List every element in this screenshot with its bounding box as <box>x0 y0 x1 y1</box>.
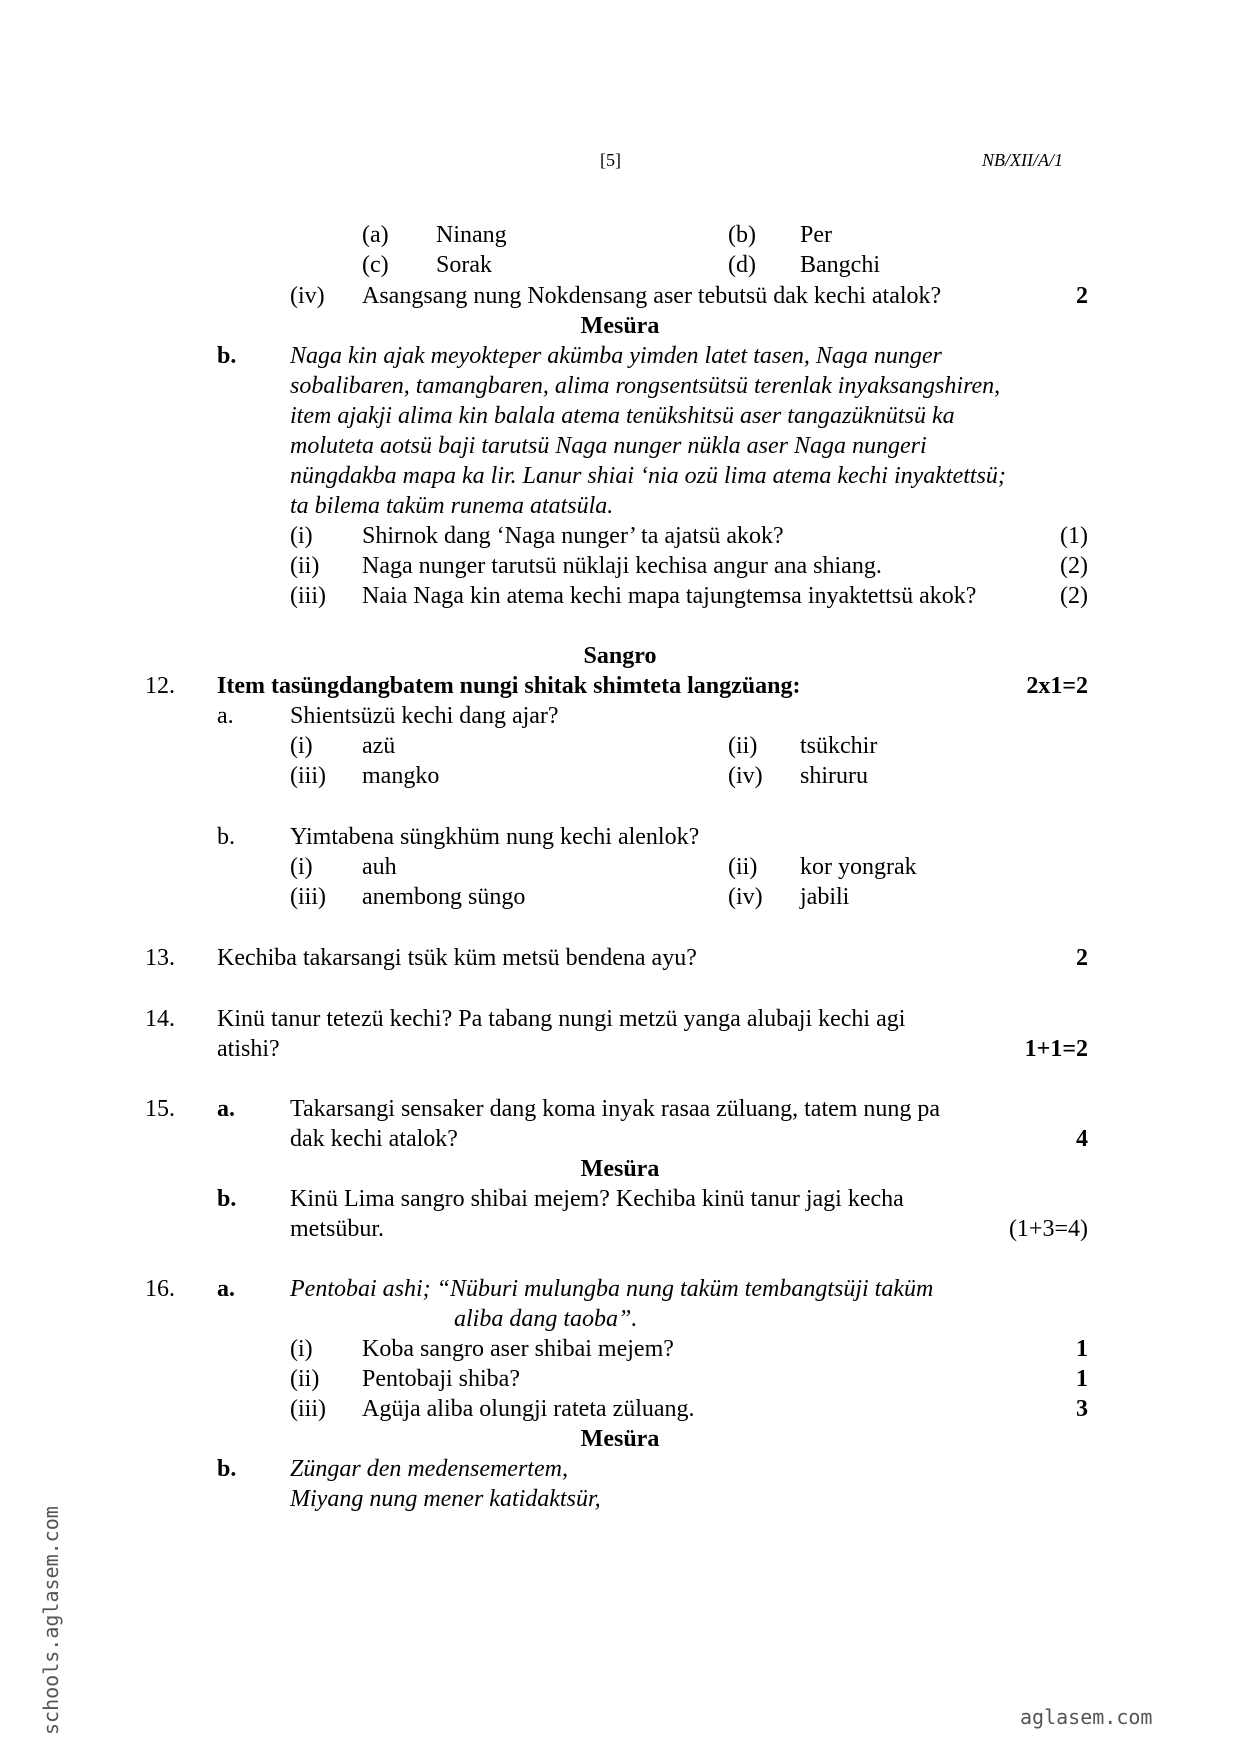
quote-line: aliba dang taoba”. <box>454 1306 638 1332</box>
question-label: a. <box>217 703 234 729</box>
subquestion-number: (ii) <box>290 553 320 579</box>
question-text: atishi? <box>217 1036 280 1062</box>
subquestion-number: (iii) <box>290 583 326 609</box>
option-marker: (d) <box>728 252 756 278</box>
option-text: Sorak <box>436 252 492 278</box>
option-marker: (b) <box>728 222 756 248</box>
question-number: 12. <box>145 673 175 699</box>
paper-code: NB/XII/A/1 <box>982 150 1063 170</box>
option-marker: (i) <box>290 733 313 759</box>
question-text: metsübur. <box>290 1216 384 1242</box>
passage-line: moluteta aotsü baji tarutsü Naga nunger nükla aser Naga nungeri <box>290 433 927 459</box>
poem-line: Züngar den medensemertem, <box>290 1456 568 1482</box>
option-text: Bangchi <box>800 252 880 278</box>
subquestion-number: (i) <box>290 1336 313 1362</box>
passage-line: ta bilema taküm runema atatsüla. <box>290 493 614 519</box>
question-text: Kechiba takarsangi tsük küm metsü bendena ayu? <box>217 945 697 971</box>
or-heading: Mesüra <box>580 1156 660 1182</box>
or-heading: Mesüra <box>580 313 660 339</box>
option-marker: (ii) <box>728 854 758 880</box>
option-marker: (iii) <box>290 884 326 910</box>
question-text: Shientsüzü kechi dang ajar? <box>290 703 559 729</box>
passage-line: nüngdakba mapa ka lir. Lanur shiai ‘nia ozü lima atema kechi inyaktettsü; <box>290 463 1006 489</box>
section-heading: Sangro <box>583 643 657 669</box>
subquestion-text: Agüja aliba olungji rateta züluang. <box>362 1396 695 1422</box>
question-label: b. <box>217 1456 237 1482</box>
question-number: 14. <box>145 1006 175 1032</box>
option-text: azü <box>362 733 396 759</box>
marks: 1 <box>1076 1366 1088 1392</box>
marks: 2 <box>1076 283 1088 309</box>
marks: 1+1=2 <box>1024 1036 1088 1062</box>
marks: 3 <box>1076 1396 1088 1422</box>
question-number: 15. <box>145 1096 175 1122</box>
marks: 2 <box>1076 945 1088 971</box>
passage-line: Naga kin ajak meyokteper akümba yimden latet tasen, Naga nunger <box>290 343 942 369</box>
option-marker: (iv) <box>728 884 763 910</box>
subquestion-number: (ii) <box>290 1366 320 1392</box>
marks: (1+3=4) <box>1008 1216 1088 1242</box>
or-heading: Mesüra <box>580 1426 660 1452</box>
passage-line: sobalibaren, tamangbaren, alima rongsentsütsü terenlak inyaksangshiren, <box>290 373 1001 399</box>
option-marker: (ii) <box>728 733 758 759</box>
option-text: mangko <box>362 763 440 789</box>
question-label: b. <box>217 1186 237 1212</box>
subquestion-number: (iii) <box>290 1396 326 1422</box>
subquestion-text: Naia Naga kin atema kechi mapa tajungtemsa inyaktettsü akok? <box>362 583 977 609</box>
question-label: a. <box>217 1096 235 1122</box>
option-text: Per <box>800 222 832 248</box>
option-marker: (i) <box>290 854 313 880</box>
question-label: a. <box>217 1276 235 1302</box>
question-text: Takarsangi sensaker dang koma inyak rasaa züluang, tatem nung pa <box>290 1096 941 1122</box>
question-number: 13. <box>145 945 175 971</box>
option-text: kor yongrak <box>800 854 917 880</box>
option-text: auh <box>362 854 397 880</box>
marks: (1) <box>1060 523 1088 549</box>
side-watermark: schools.aglasem.com <box>39 1506 63 1735</box>
question-text: Kinü Lima sangro shibai mejem? Kechiba kinü tanur jagi kecha <box>290 1186 904 1212</box>
subquestion-number: (i) <box>290 523 313 549</box>
option-text: tsükchir <box>800 733 878 759</box>
option-text: jabili <box>800 884 850 910</box>
question-label: b. <box>217 824 235 850</box>
question-label: b. <box>217 343 237 369</box>
question-text: Kinü tanur tetezü kechi? Pa tabang nungi metzü yanga alubaji kechi agi <box>217 1006 906 1032</box>
option-text: anembong süngo <box>362 884 526 910</box>
quote-line: Pentobai ashi; “Nüburi mulungba nung taküm tembangtsüji taküm <box>290 1276 934 1302</box>
poem-line: Miyang nung mener katidaktsür, <box>290 1486 601 1512</box>
marks: 2x1=2 <box>1026 673 1088 699</box>
subquestion-text: Naga nunger tarutsü nüklaji kechisa angur ana shiang. <box>362 553 882 579</box>
question-text: Item tasüngdangbatem nungi shitak shimteta langzüang: <box>217 673 801 699</box>
bottom-watermark: aglasem.com <box>1020 1705 1153 1729</box>
passage-line: item ajakji alima kin balala atema tenükshitsü aser tangazüknütsü ka <box>290 403 955 429</box>
question-number: 16. <box>145 1276 175 1302</box>
subquestion-number: (iv) <box>290 283 325 309</box>
subquestion-text: Koba sangro aser shibai mejem? <box>362 1336 674 1362</box>
option-marker: (iii) <box>290 763 326 789</box>
subquestion-text: Asangsang nung Nokdensang aser tebutsü dak kechi atalok? <box>362 283 942 309</box>
marks: (2) <box>1060 583 1088 609</box>
marks: (2) <box>1060 553 1088 579</box>
subquestion-text: Shirnok dang ‘Naga nunger’ ta ajatsü akok? <box>362 523 784 549</box>
option-marker: (iv) <box>728 763 763 789</box>
option-marker: (c) <box>362 252 389 278</box>
subquestion-text: Pentobaji shiba? <box>362 1366 520 1392</box>
marks: 4 <box>1076 1126 1088 1152</box>
option-text: shiruru <box>800 763 868 789</box>
option-marker: (a) <box>362 222 389 248</box>
marks: 1 <box>1076 1336 1088 1362</box>
page-number: [5] <box>600 150 621 170</box>
question-text: dak kechi atalok? <box>290 1126 458 1152</box>
option-text: Ninang <box>436 222 507 248</box>
question-text: Yimtabena süngkhüm nung kechi alenlok? <box>290 824 700 850</box>
